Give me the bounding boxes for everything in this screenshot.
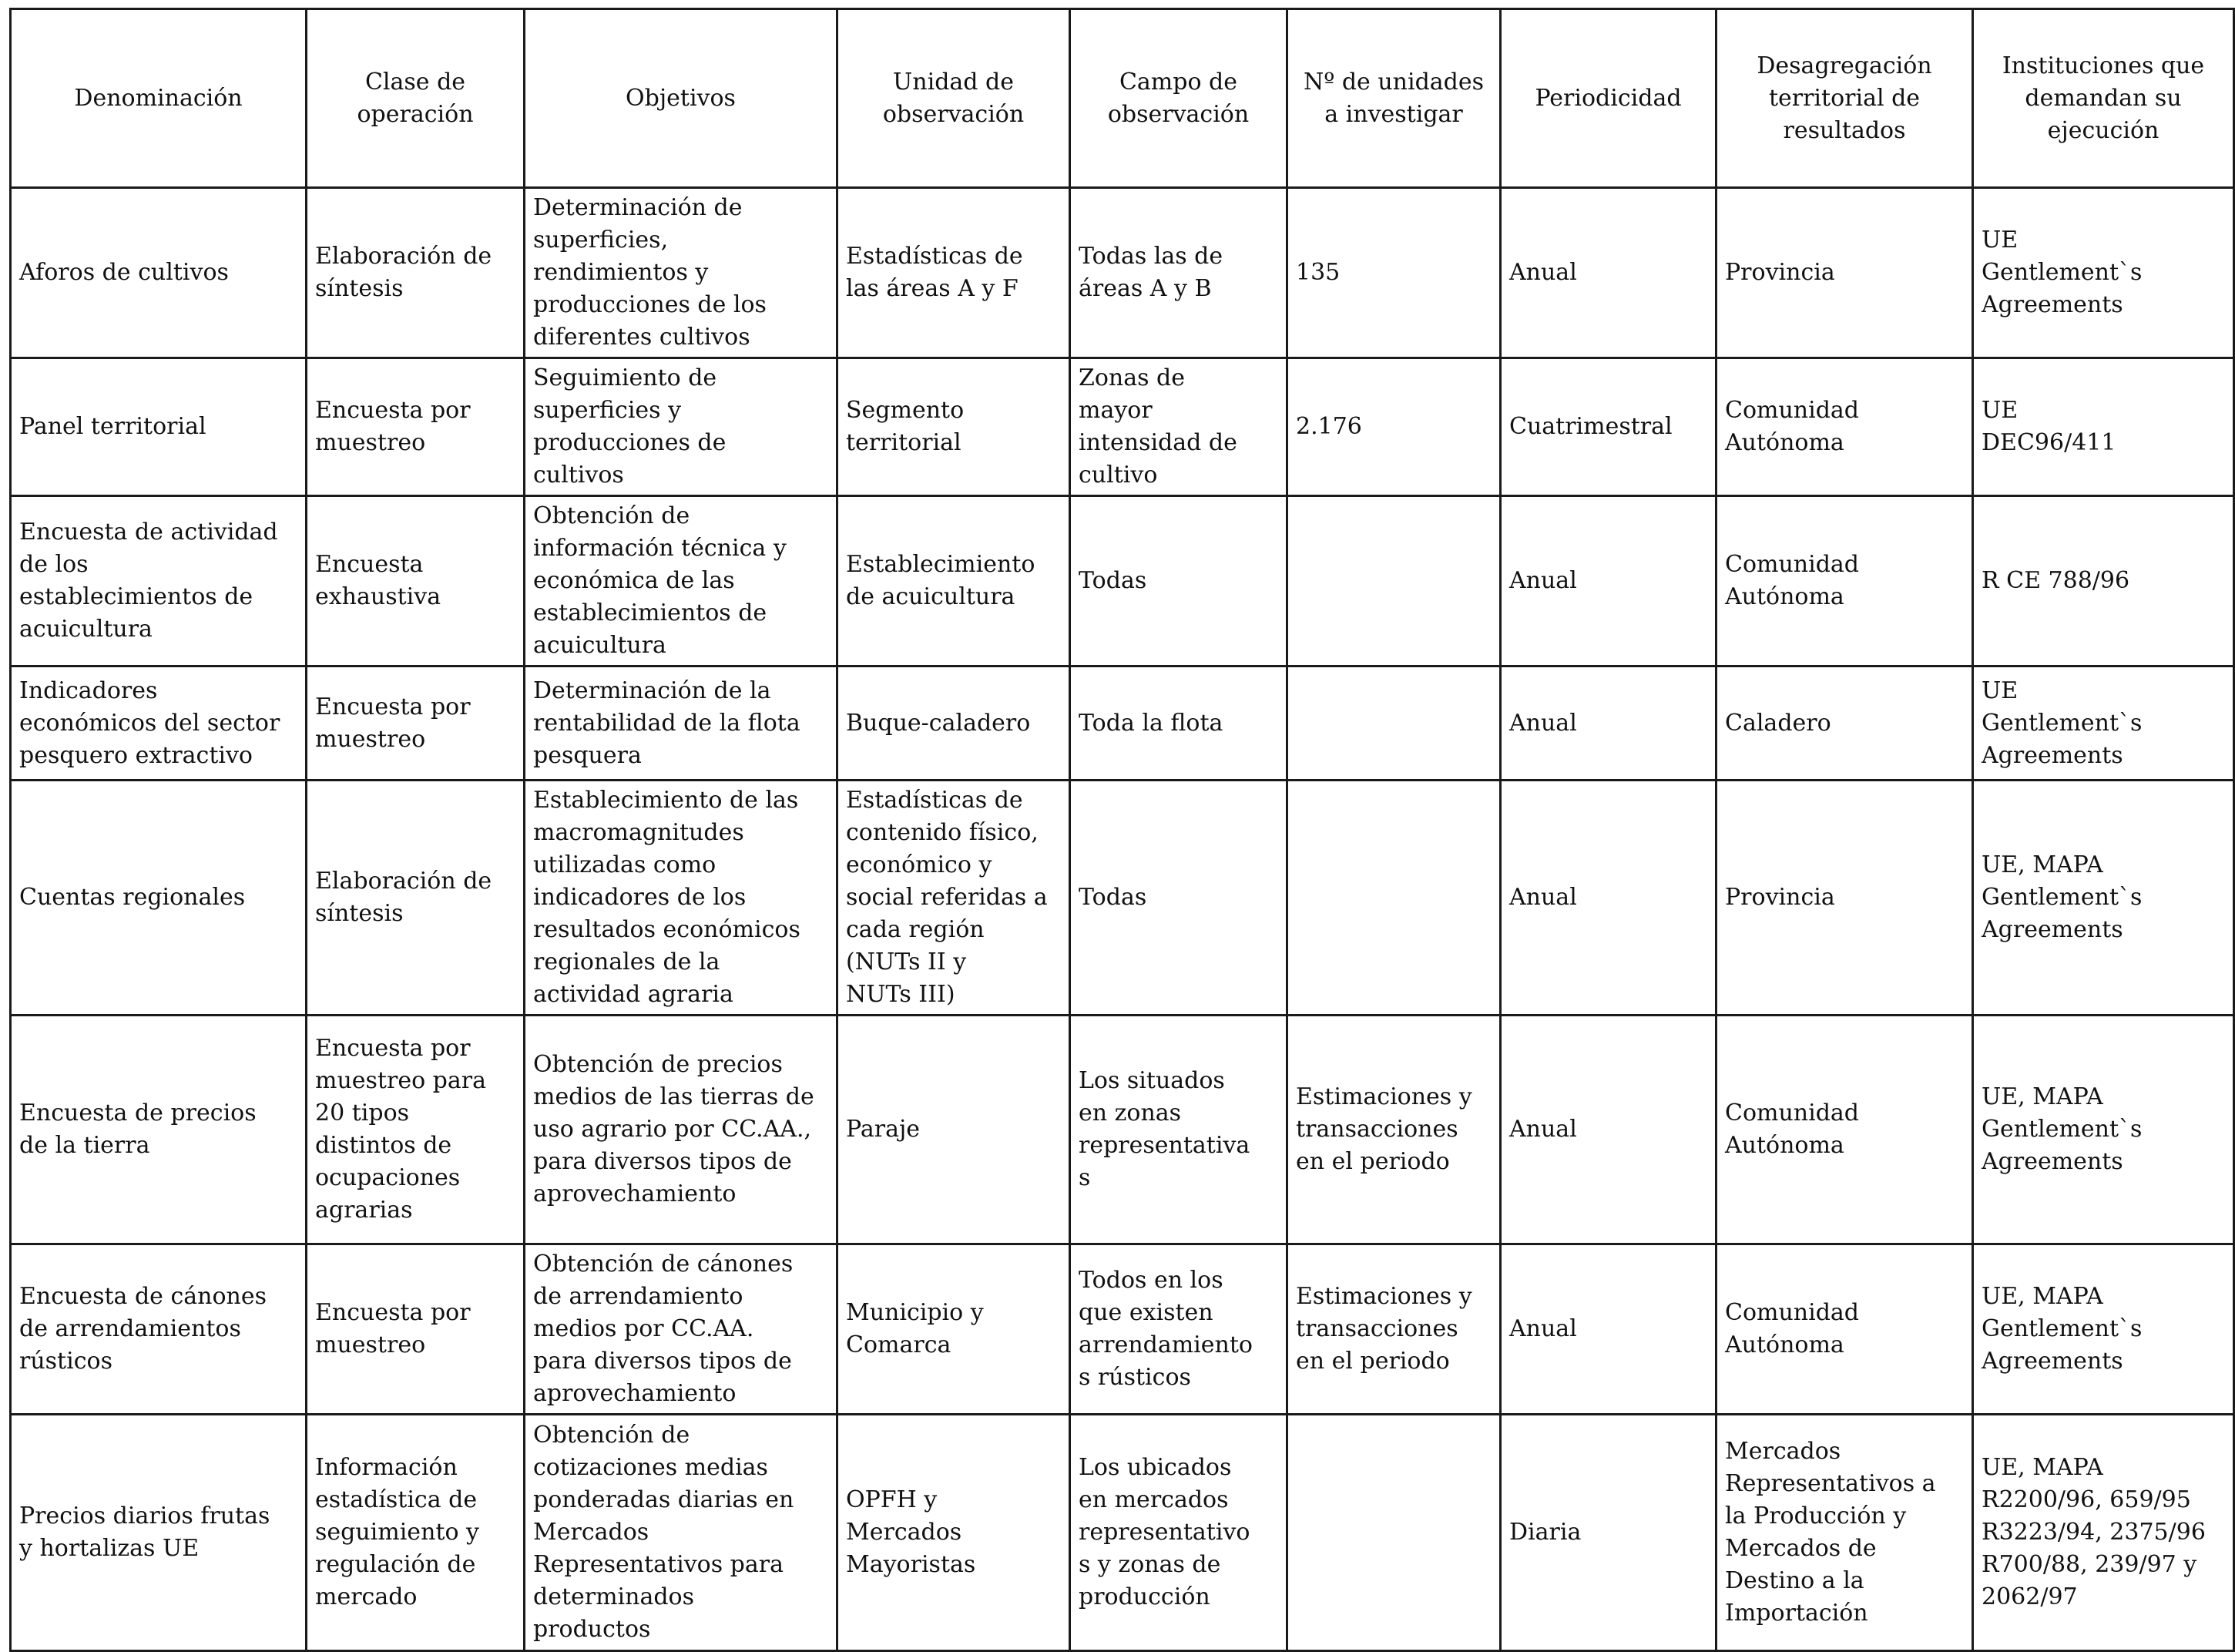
cell-num-unidades: Estimaciones y transacciones en el periodo [1287, 1244, 1501, 1415]
cell-denominacion: Panel territorial [11, 358, 307, 496]
cell-desagregacion: Caladero [1717, 667, 1973, 781]
cell-unidad: Segmento territorial [837, 358, 1070, 496]
cell-denominacion: Cuentas regionales [11, 781, 307, 1016]
cell-clase: Encuesta por muestreo [307, 1244, 525, 1415]
cell-instituciones: UE, MAPA R2200/96, 659/95 R3223/94, 2375/96 R700/88, 239/97 y 2062/97 [1973, 1415, 2234, 1651]
header-periodicidad: Periodicidad [1501, 9, 1717, 188]
cell-num-unidades: Estimaciones y transacciones en el periodo [1287, 1016, 1501, 1244]
cell-unidad: Estadísticas de las áreas A y F [837, 188, 1070, 358]
cell-unidad: Municipio y Comarca [837, 1244, 1070, 1415]
cell-objetivos: Seguimiento de superficies y producciones de cultivos [525, 358, 837, 496]
cell-instituciones: UE DEC96/411 [1973, 358, 2234, 496]
cell-clase: Elaboración de síntesis [307, 188, 525, 358]
cell-denominacion: Aforos de cultivos [11, 188, 307, 358]
header-objetivos: Objetivos [525, 9, 837, 188]
statistics-operations-table [9, 8, 2235, 1652]
cell-desagregacion: Comunidad Autónoma [1717, 1244, 1973, 1415]
table-row [11, 358, 2234, 496]
cell-instituciones: UE Gentlement`s Agreements [1973, 667, 2234, 781]
cell-unidad: Establecimiento de acuicultura [837, 496, 1070, 667]
cell-clase: Información estadística de seguimiento y regulación de mercado [307, 1415, 525, 1651]
cell-desagregacion: Comunidad Autónoma [1717, 358, 1973, 496]
cell-instituciones: UE, MAPA Gentlement`s Agreements [1973, 1016, 2234, 1244]
cell-desagregacion: Mercados Representativos a la Producción y Mercados de Destino a la Importación [1717, 1415, 1973, 1651]
cell-instituciones: UE Gentlement`s Agreements [1973, 188, 2234, 358]
cell-unidad: OPFH y Mercados Mayoristas [837, 1415, 1070, 1651]
cell-periodicidad: Anual [1501, 781, 1717, 1016]
table-row [11, 1415, 2234, 1651]
table-row [11, 781, 2234, 1016]
cell-periodicidad: Cuatrimestral [1501, 358, 1717, 496]
cell-unidad: Paraje [837, 1016, 1070, 1244]
cell-instituciones: UE, MAPA Gentlement`s Agreements [1973, 1244, 2234, 1415]
cell-periodicidad: Anual [1501, 667, 1717, 781]
cell-unidad: Estadísticas de contenido físico, económico y social referidas a cada región (NUTs II y NUTs III) [837, 781, 1070, 1016]
cell-clase: Encuesta por muestreo para 20 tipos distintos de ocupaciones agrarias [307, 1016, 525, 1244]
cell-objetivos: Obtención de información técnica y económica de las establecimientos de acuicultura [525, 496, 837, 667]
cell-periodicidad: Anual [1501, 1244, 1717, 1415]
table-row [11, 188, 2234, 358]
cell-campo: Todas [1070, 496, 1287, 667]
table-row [11, 1016, 2234, 1244]
cell-denominacion: Indicadores económicos del sector pesquero extractivo [11, 667, 307, 781]
cell-campo: Todas las de áreas A y B [1070, 188, 1287, 358]
cell-objetivos: Obtención de cotizaciones medias ponderadas diarias en Mercados Representativos para determinados productos [525, 1415, 837, 1651]
cell-denominacion: Encuesta de actividad de los establecimientos de acuicultura [11, 496, 307, 667]
header-instituciones: Instituciones que demandan su ejecución [1973, 9, 2234, 188]
header-denominacion: Denominación [11, 9, 307, 188]
cell-periodicidad: Anual [1501, 188, 1717, 358]
cell-clase: Encuesta exhaustiva [307, 496, 525, 667]
header-campo-observacion: Campo de observación [1070, 9, 1287, 188]
header-row [11, 9, 2234, 188]
cell-clase: Elaboración de síntesis [307, 781, 525, 1016]
cell-denominacion: Precios diarios frutas y hortalizas UE [11, 1415, 307, 1651]
header-unidad-observacion: Unidad de observación [837, 9, 1070, 188]
cell-clase: Encuesta por muestreo [307, 667, 525, 781]
table-row [11, 1244, 2234, 1415]
cell-num-unidades: 135 [1287, 188, 1501, 358]
cell-campo: Todos en los que existen arrendamiento s rústicos [1070, 1244, 1287, 1415]
cell-num-unidades [1287, 1415, 1501, 1651]
cell-objetivos: Establecimiento de las macromagnitudes utilizadas como indicadores de los resultados económicos regionales de la actividad agraria [525, 781, 837, 1016]
cell-campo: Toda la flota [1070, 667, 1287, 781]
cell-campo: Zonas de mayor intensidad de cultivo [1070, 358, 1287, 496]
cell-periodicidad: Diaria [1501, 1415, 1717, 1651]
cell-clase: Encuesta por muestreo [307, 358, 525, 496]
table-row [11, 667, 2234, 781]
cell-objetivos: Determinación de superficies, rendimientos y producciones de los diferentes cultivos [525, 188, 837, 358]
cell-num-unidades: 2.176 [1287, 358, 1501, 496]
cell-objetivos: Obtención de cánones de arrendamiento medios por CC.AA. para diversos tipos de aprovechamiento [525, 1244, 837, 1415]
table-row [11, 496, 2234, 667]
header-num-unidades: Nº de unidades a investigar [1287, 9, 1501, 188]
cell-campo: Todas [1070, 781, 1287, 1016]
cell-num-unidades [1287, 496, 1501, 667]
cell-instituciones: UE, MAPA Gentlement`s Agreements [1973, 781, 2234, 1016]
cell-campo: Los situados en zonas representativa s [1070, 1016, 1287, 1244]
cell-denominacion: Encuesta de cánones de arrendamientos rústicos [11, 1244, 307, 1415]
cell-denominacion: Encuesta de precios de la tierra [11, 1016, 307, 1244]
cell-campo: Los ubicados en mercados representativo s y zonas de producción [1070, 1415, 1287, 1651]
cell-desagregacion: Provincia [1717, 781, 1973, 1016]
header-clase-operacion: Clase de operación [307, 9, 525, 188]
header-desagregacion: Desagregación territorial de resultados [1717, 9, 1973, 188]
cell-periodicidad: Anual [1501, 496, 1717, 667]
cell-objetivos: Obtención de precios medios de las tierras de uso agrario por CC.AA., para diversos tipos de aprovechamiento [525, 1016, 837, 1244]
cell-num-unidades [1287, 781, 1501, 1016]
cell-desagregacion: Provincia [1717, 188, 1973, 358]
cell-objetivos: Determinación de la rentabilidad de la flota pesquera [525, 667, 837, 781]
cell-desagregacion: Comunidad Autónoma [1717, 1016, 1973, 1244]
cell-num-unidades [1287, 667, 1501, 781]
cell-instituciones: R CE 788/96 [1973, 496, 2234, 667]
cell-desagregacion: Comunidad Autónoma [1717, 496, 1973, 667]
cell-periodicidad: Anual [1501, 1016, 1717, 1244]
cell-unidad: Buque-caladero [837, 667, 1070, 781]
